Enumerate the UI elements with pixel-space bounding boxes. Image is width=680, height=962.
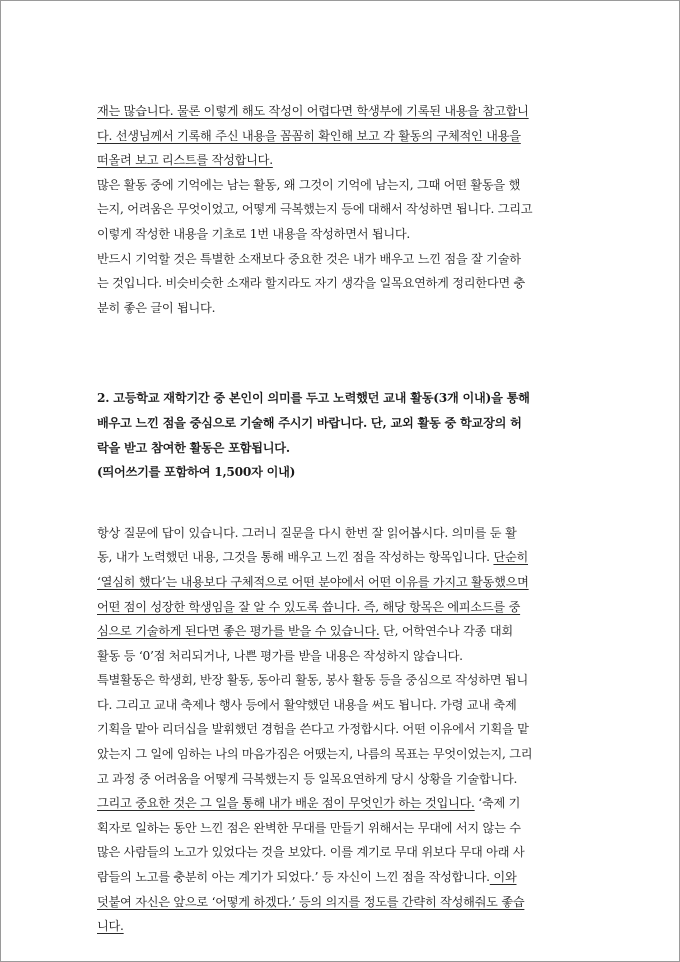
- text-line: [97, 296, 589, 321]
- text-segment: 획자로 일하는 동안 느낀 점은 완벽한 무대를 만들기 위해서는 무대에 서지 않는 수: [97, 820, 521, 835]
- underlined-text: 떠올려 보고 리스트를 작성합니다.: [97, 153, 273, 168]
- text-segment: 고 과정 중 어려움을 어떻게 극복했는지 등 일목요연하게 당시 상황을 기술합니다.: [97, 771, 518, 786]
- text-line: [97, 840, 589, 865]
- underlined-text: 단순히: [493, 550, 529, 565]
- text-segment: 기획을 맡아 리더십을 발휘했던 경험을 쓴다고 가정합시다. 어떤 이유에서 기획을 맡: [97, 722, 529, 737]
- text-line: [97, 99, 589, 124]
- text-segment: 람들의 노고를 충분히 아는 계기가 되었다.’ 등 자신이 느낀 점을 작성합니다.: [97, 870, 490, 885]
- text-line: [97, 247, 589, 272]
- text-segment: 는지, 어려움은 무엇이었고, 어떻게 극복했는지 등에 대해서 작성하면 됩니다. 그리고: [97, 202, 533, 217]
- text-line: [97, 816, 589, 841]
- question-block: [97, 386, 589, 484]
- underlined-text: 재는 많습니다. 물론 이렇게 해도 작성이 어렵다면 학생부에 기록된 내용을 참고합니: [97, 104, 529, 118]
- text-line: [97, 545, 589, 570]
- text-segment: 많은 사람들의 노고가 있었다는 것을 보았다. 이를 계기로 무대 위보다 무대 아래 사: [97, 845, 525, 860]
- underlined-text: 그리고 중요한 것은 그 일을 통해 내가 배운 점이 무엇인가 하는 것입니다.: [97, 796, 475, 811]
- question-line: 2. 고등학교 재학기간 중 본인이 의미를 두고 노력했던 교내 활동(3개 이내)을 통해: [97, 391, 530, 406]
- text-line: [97, 619, 589, 644]
- text-line: [97, 742, 589, 767]
- spacer: [97, 320, 589, 386]
- underlined-text: 이와: [489, 870, 517, 885]
- text-line: [97, 717, 589, 742]
- text-line: [97, 173, 589, 198]
- text-line: [97, 865, 589, 890]
- text-line: [97, 595, 589, 620]
- underlined-text: 니다.: [97, 919, 124, 934]
- question-line: 배우고 느낀 점을 중심으로 기술해 주시기 바랍니다. 단, 교외 활동 중 학교장의 허: [97, 415, 522, 430]
- text-line: [97, 644, 589, 669]
- text-line: [97, 693, 589, 718]
- text-segment: 많은 활동 중에 기억에는 남는 활동, 왜 그것이 기억에 남는지, 그때 어떤 활동을 했: [97, 177, 521, 192]
- underlined-text: 다. 선생님께서 기록해 주신 내용을 꼼꼼히 확인해 보고 각 활동의 구체적인 내용을: [97, 128, 521, 143]
- text-line: [97, 124, 589, 149]
- text-segment: 특별활동은 학생회, 반장 활동, 동아리 활동, 봉사 활동 등을 중심으로 작성하면 됩니: [97, 673, 528, 688]
- page-content: [97, 99, 589, 939]
- text-segment: 단, 어학연수나 각종 대회: [379, 624, 513, 639]
- question-line: (띄어쓰기를 포함하여 1,500자 이내): [97, 465, 296, 480]
- text-line: [97, 570, 589, 595]
- text-line: [97, 791, 589, 816]
- text-segment: 다. 그리고 교내 축제나 행사 등에서 활약했던 내용을 써도 됩니다. 가령 교내 축제: [97, 697, 517, 712]
- text-segment: 활동 등 ‘0’점 처리되거나, 나쁜 평가를 받을 내용은 작성하지 않습니다.: [97, 648, 463, 663]
- text-segment: 항상 질문에 답이 있습니다. 그러니 질문을 다시 한번 잘 읽어봅시다. 의미를 둔 활: [97, 525, 517, 540]
- answer-paragraph: [97, 521, 589, 939]
- text-line: [97, 914, 589, 939]
- text-segment: 동, 내가 노력했던 내용, 그것을 통해 배우고 느낀 점을 작성하는 항목입니다.: [97, 550, 494, 565]
- text-line: [97, 521, 589, 546]
- underlined-text: 덧붙여 자신은 앞으로 ‘어떻게 하겠다.’ 등의 의지를 정도를 간략히 작성해줘도 좋습: [97, 894, 525, 909]
- text-line: [97, 767, 589, 792]
- spacer: [97, 485, 589, 521]
- text-line: [97, 890, 589, 915]
- text-segment: 분히 좋은 글이 됩니다.: [97, 300, 216, 315]
- underlined-text: ‘열심히 했다’는 내용보다 구체적으로 어떤 분야에서 어떤 이유를 가지고 활동했으며: [97, 574, 529, 589]
- underlined-text: 심으로 기술하게 된다면 좋은 평가를 받을 수 있습니다.: [97, 624, 380, 639]
- intro-paragraph: [97, 99, 589, 320]
- text-segment: 이렇게 작성한 내용을 기초로 1번 내용을 작성하면서 됩니다.: [97, 226, 411, 241]
- underlined-text: 어떤 점이 성장한 학생임을 잘 알 수 있도록 씁니다. 즉, 해당 항목은 에피소드를 중: [97, 599, 521, 614]
- text-segment: 반드시 기억할 것은 특별한 소재보다 중요한 것은 내가 배우고 느낀 점을 잘 기술하: [97, 251, 521, 266]
- text-line: [97, 222, 589, 247]
- text-segment: 는 것입니다. 비슷비슷한 소재라 할지라도 자기 생각을 일목요연하게 정리한다면 충: [97, 276, 526, 291]
- text-segment: ‘축제 기: [474, 796, 521, 811]
- question-line: 락을 받고 참여한 활동은 포함됩니다.: [97, 440, 290, 455]
- text-line: [97, 148, 589, 173]
- text-segment: 았는지 그 일에 임하는 나의 마음가짐은 어땠는지, 나름의 목표는 무엇이었는지, 그리: [97, 747, 533, 762]
- text-line: [97, 197, 589, 222]
- text-line: [97, 271, 589, 296]
- text-line: [97, 668, 589, 693]
